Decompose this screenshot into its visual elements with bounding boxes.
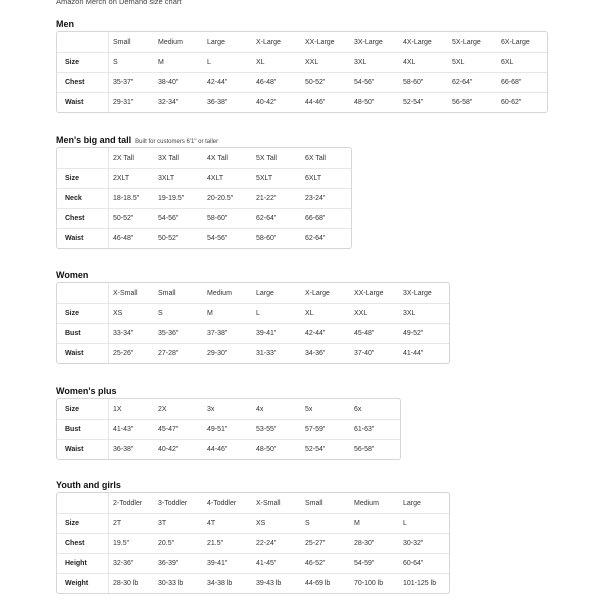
table-cell: 4XLT [207, 168, 256, 188]
table-row [57, 513, 449, 533]
table-cell: 5XLT [256, 168, 305, 188]
row-label [57, 32, 109, 52]
row-label: Size [57, 513, 109, 533]
row-label: Size [57, 303, 109, 323]
table-cell: 48-50" [256, 439, 305, 459]
table-row [57, 343, 449, 363]
section-men [56, 17, 548, 113]
table-row [57, 439, 400, 459]
table-cell: L [207, 52, 256, 72]
column-header: 3-Toddler [158, 499, 188, 507]
column-header: 4X-Large [403, 38, 432, 46]
table-row [57, 323, 449, 343]
table-cell: 41-44" [403, 343, 449, 363]
table-cell: 57-59" [305, 419, 354, 439]
row-label: Size [57, 52, 109, 72]
table-cell: 56-58" [354, 439, 400, 459]
table-cell: 50-52" [109, 208, 158, 228]
size-table-womens-plus [56, 398, 401, 460]
row-label: Height [57, 553, 109, 573]
section-note: Built for customers 6'1" or taller [135, 139, 219, 145]
table-cell: 21.5" [207, 533, 256, 553]
table-cell: 44-46" [207, 439, 256, 459]
table-cell: 18-18.5" [109, 188, 158, 208]
row-label: Bust [57, 323, 109, 343]
table-cell: 6x [354, 405, 362, 413]
table-cell: XXL [354, 303, 403, 323]
table-cell: XL [256, 52, 305, 72]
table-cell: 49-52" [403, 323, 449, 343]
table-cell: 27-28" [158, 343, 207, 363]
table-cell: 23-24" [305, 188, 351, 208]
column-header: 3X-Large [403, 289, 432, 297]
row-label: Chest [57, 72, 109, 92]
table-cell: 44-46" [305, 92, 354, 112]
table-cell: 40-42" [256, 92, 305, 112]
section-title: Women [56, 270, 89, 280]
column-header: Large [403, 499, 421, 507]
table-row [57, 188, 351, 208]
table-cell: 41-43" [109, 419, 158, 439]
table-cell: 3x [207, 405, 215, 413]
table-cell: 19-19.5" [158, 188, 207, 208]
table-row [57, 92, 547, 112]
table-cell: 42-44" [305, 323, 354, 343]
section-title: Youth and girls [56, 480, 121, 490]
table-cell: M [158, 52, 207, 72]
table-cell: 22-24" [256, 533, 305, 553]
table-cell: 36-39" [158, 553, 207, 573]
table-cell: 3T [158, 513, 207, 533]
table-cell: 5x [305, 405, 313, 413]
column-header: Large [256, 289, 274, 297]
table-cell: 49-51" [207, 419, 256, 439]
table-cell: 21-22" [256, 188, 305, 208]
table-row [57, 533, 449, 553]
table-cell: 32-36" [109, 553, 158, 573]
table-cell: 29-30" [207, 343, 256, 363]
table-cell: 54-56" [207, 228, 256, 248]
table-cell: 32-34" [158, 92, 207, 112]
table-row [57, 573, 449, 593]
table-cell: 25-27" [305, 533, 354, 553]
size-table-youth-and-girls [56, 492, 450, 594]
table-cell: XXL [305, 52, 354, 72]
table-cell: 1X [113, 405, 122, 413]
section-title: Women's plus [56, 386, 117, 396]
table-cell: 58-60" [256, 228, 305, 248]
column-header: X-Large [305, 289, 330, 297]
size-table-mens-big-and-tall [56, 147, 352, 249]
table-cell: XS [109, 303, 158, 323]
column-header: 4-Toddler [207, 499, 237, 507]
column-header: 2X Tall [113, 154, 134, 162]
section-youth-and-girls [56, 478, 450, 594]
section-title: Men [56, 19, 74, 29]
table-cell: 37-38" [207, 323, 256, 343]
row-label: Waist [57, 92, 109, 112]
table-row [57, 399, 400, 419]
column-header: X-Small [113, 289, 138, 297]
table-cell: 66-68" [305, 208, 351, 228]
row-label: Size [57, 168, 109, 188]
row-label: Waist [57, 343, 109, 363]
table-cell: 2XLT [109, 168, 158, 188]
table-cell: 3XLT [158, 168, 207, 188]
table-cell: 4XL [403, 52, 452, 72]
table-cell: 2T [109, 513, 158, 533]
column-header: Medium [354, 499, 379, 507]
column-header: 5X Tall [256, 154, 277, 162]
table-cell: 29-31" [109, 92, 158, 112]
table-cell: 3XL [354, 52, 403, 72]
table-cell: 60-64" [403, 553, 449, 573]
table-cell: 6XLT [305, 168, 351, 188]
row-label: Chest [57, 208, 109, 228]
table-cell: 54-59" [354, 553, 403, 573]
table-cell: 101-125 lb [403, 573, 449, 593]
row-label: Weight [57, 573, 109, 593]
row-label [57, 493, 109, 513]
header-row [57, 493, 449, 513]
table-cell: 44-69 lb [305, 573, 354, 593]
header-row [57, 148, 351, 168]
table-cell: 56-58" [452, 92, 501, 112]
row-label: Bust [57, 419, 109, 439]
table-cell: 28-30" [354, 533, 403, 553]
column-header: 2-Toddler [113, 499, 143, 507]
table-cell: 39-41" [207, 553, 256, 573]
table-cell: 35-37" [109, 72, 158, 92]
table-cell: S [109, 52, 158, 72]
table-cell: 61-63" [354, 419, 400, 439]
table-cell: XL [305, 303, 354, 323]
table-row [57, 52, 547, 72]
table-cell: 46-52" [305, 553, 354, 573]
table-cell: 62-64" [305, 228, 351, 248]
column-header: 4X Tall [207, 154, 228, 162]
table-cell: 66-68" [501, 72, 547, 92]
table-row [57, 553, 449, 573]
column-header: Medium [207, 289, 232, 297]
table-cell: 25-26" [109, 343, 158, 363]
table-cell: S [158, 303, 207, 323]
table-row [57, 72, 547, 92]
table-cell: 2X [158, 405, 167, 413]
header-row [57, 283, 449, 303]
table-row [57, 228, 351, 248]
column-header: Small [113, 38, 131, 46]
table-row [57, 208, 351, 228]
table-cell: 28-30 lb [109, 573, 158, 593]
table-row [57, 419, 400, 439]
table-cell: 34-38 lb [207, 573, 256, 593]
column-header: 3X-Large [354, 38, 383, 46]
table-row [57, 168, 351, 188]
row-label [57, 148, 109, 168]
table-cell: 70-100 lb [354, 573, 403, 593]
column-header: Small [158, 289, 176, 297]
row-label: Waist [57, 439, 109, 459]
table-cell: 52-54" [305, 439, 354, 459]
table-cell: 40-42" [158, 439, 207, 459]
page-title: Amazon Merch on Demand size chart [56, 0, 182, 6]
row-label: Size [57, 399, 109, 419]
section-women [56, 268, 450, 364]
table-cell: 54-56" [158, 208, 207, 228]
table-cell: 20.5" [158, 533, 207, 553]
table-cell: S [305, 513, 354, 533]
table-cell: 34-36" [305, 343, 354, 363]
table-cell: 58-60" [207, 208, 256, 228]
table-cell: 36-38" [207, 92, 256, 112]
table-cell: 4T [207, 513, 256, 533]
table-cell: 19.5" [109, 533, 158, 553]
row-label: Waist [57, 228, 109, 248]
table-cell: 54-56" [354, 72, 403, 92]
table-cell: 38-40" [158, 72, 207, 92]
column-header: 6X-Large [501, 38, 530, 46]
column-header: Small [305, 499, 323, 507]
row-label: Neck [57, 188, 109, 208]
table-cell: 53-55" [256, 419, 305, 439]
table-cell: 36-38" [109, 439, 158, 459]
column-header: 3X Tall [158, 154, 179, 162]
section-mens-big-and-tall [56, 133, 352, 249]
table-cell: 3XL [403, 303, 449, 323]
column-header: X-Large [256, 38, 281, 46]
column-header: Medium [158, 38, 183, 46]
table-cell: 46-48" [256, 72, 305, 92]
table-cell: 39-41" [256, 323, 305, 343]
table-cell: 46-48" [109, 228, 158, 248]
size-table-men [56, 31, 548, 113]
table-cell: 42-44" [207, 72, 256, 92]
table-cell: 45-47" [158, 419, 207, 439]
table-cell: 4x [256, 405, 264, 413]
section-title: Men's big and tall Built for customers 6'1" or taller [56, 135, 219, 145]
size-table-women [56, 282, 450, 364]
table-cell: 45-48" [354, 323, 403, 343]
section-womens-plus [56, 384, 401, 460]
table-cell: 6XL [501, 52, 547, 72]
table-cell: L [403, 513, 449, 533]
column-header: 6X Tall [305, 154, 326, 162]
table-cell: L [256, 303, 305, 323]
table-cell: 30-32" [403, 533, 449, 553]
table-cell: 41-45" [256, 553, 305, 573]
table-cell: 30-33 lb [158, 573, 207, 593]
table-cell: 52-54" [403, 92, 452, 112]
table-cell: 31-33" [256, 343, 305, 363]
column-header: XX-Large [354, 289, 384, 297]
table-cell: 62-64" [452, 72, 501, 92]
table-cell: XS [256, 513, 305, 533]
table-cell: 33-34" [109, 323, 158, 343]
table-cell: 5XL [452, 52, 501, 72]
column-header: X-Small [256, 499, 281, 507]
table-cell: 48-50" [354, 92, 403, 112]
table-cell: 35-36" [158, 323, 207, 343]
column-header: Large [207, 38, 225, 46]
table-cell: 60-62" [501, 92, 547, 112]
table-cell: M [207, 303, 256, 323]
table-row [57, 303, 449, 323]
row-label [57, 283, 109, 303]
column-header: XX-Large [305, 38, 335, 46]
table-cell: M [354, 513, 403, 533]
table-cell: 50-52" [305, 72, 354, 92]
table-cell: 58-60" [403, 72, 452, 92]
table-cell: 62-64" [256, 208, 305, 228]
header-row [57, 32, 547, 52]
table-cell: 39-43 lb [256, 573, 305, 593]
column-header: 5X-Large [452, 38, 481, 46]
table-cell: 50-52" [158, 228, 207, 248]
table-cell: 37-40" [354, 343, 403, 363]
row-label: Chest [57, 533, 109, 553]
table-cell: 20-20.5" [207, 188, 256, 208]
